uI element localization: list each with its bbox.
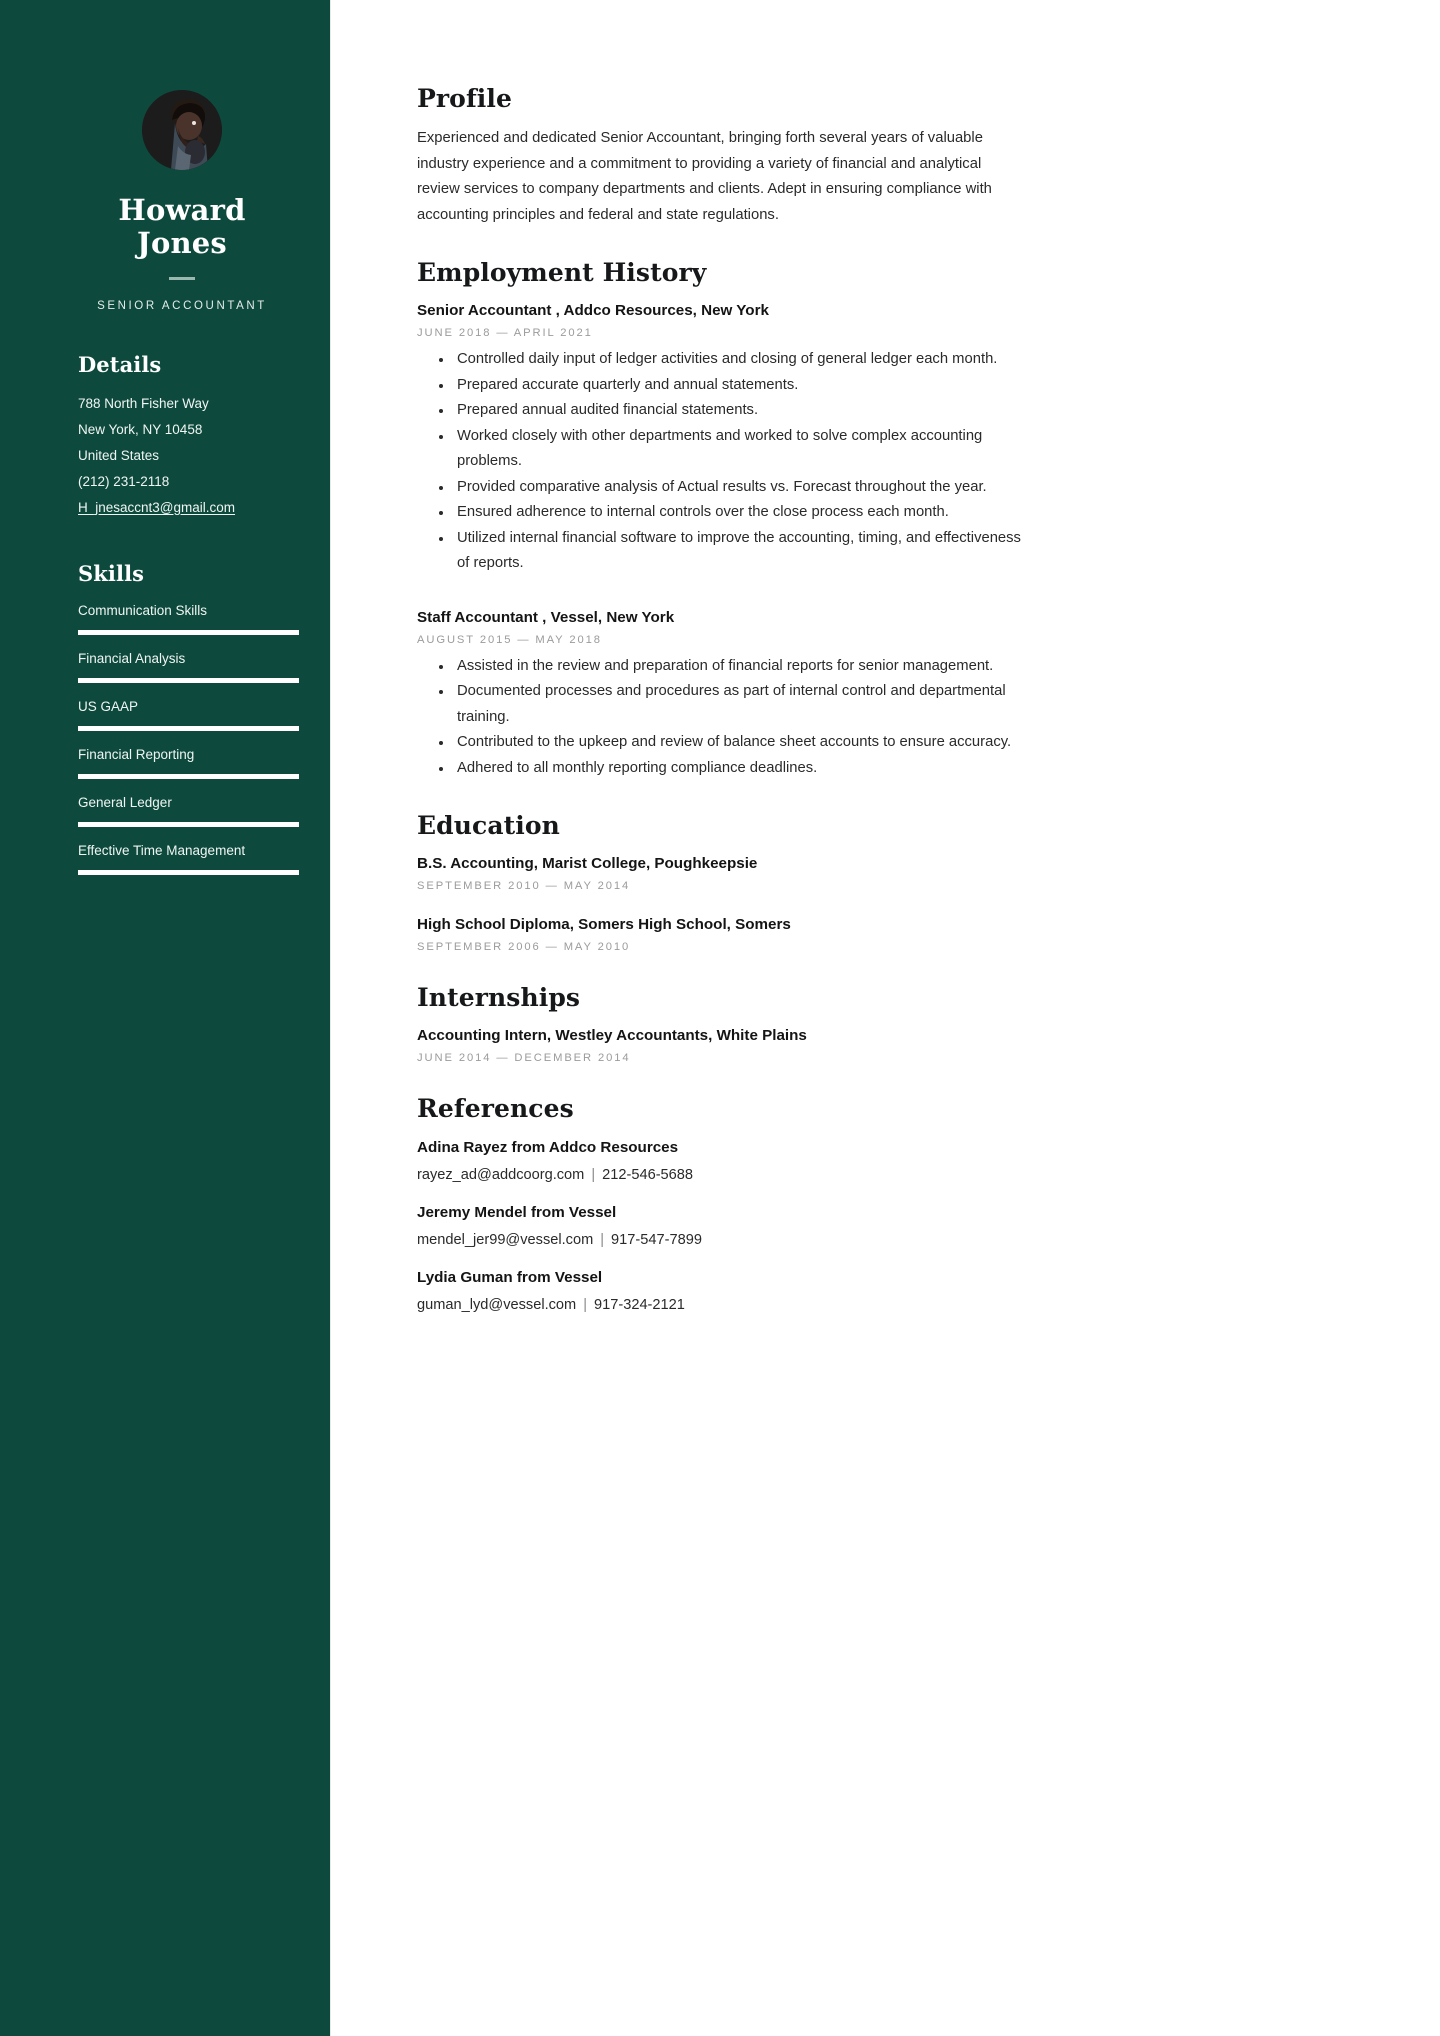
bullet-item: Documented processes and procedures as part of internal control and departmental training. — [417, 679, 1025, 730]
references-section — [417, 1094, 1380, 1317]
profile-role: SENIOR ACCOUNTANT — [97, 299, 267, 312]
internships-heading: Internships — [417, 983, 581, 1012]
reference-phone: 917-324-2121 — [594, 1297, 685, 1313]
skill-label: Financial Reporting — [78, 746, 195, 762]
detail-address-street: 788 North Fisher Way — [78, 395, 209, 411]
reference-separator: | — [583, 1297, 587, 1313]
skill-item — [78, 696, 286, 731]
skill-bar-fill — [78, 774, 299, 779]
skill-bar-track — [78, 870, 299, 875]
entry-title: Senior Accountant , Addco Resources, New York — [417, 302, 769, 319]
details-heading: Details — [78, 351, 162, 377]
entry-date: JUNE 2018 — APRIL 2021 — [417, 327, 593, 339]
name-divider — [169, 277, 195, 280]
skill-label: Communication Skills — [78, 602, 208, 618]
reference-entry — [417, 1266, 1380, 1317]
skill-label: Financial Analysis — [78, 650, 186, 666]
skill-item — [78, 648, 286, 683]
education-entry — [417, 853, 1380, 892]
skills-list — [78, 600, 286, 875]
reference-entry — [417, 1136, 1380, 1187]
internships-section — [417, 983, 1380, 1064]
skill-label: Effective Time Management — [78, 842, 246, 858]
reference-separator: | — [600, 1232, 605, 1248]
references-heading: References — [417, 1094, 574, 1123]
bullet-item: Worked closely with other departments and worked to solve complex accounting problems. — [417, 424, 1025, 475]
skill-bar-fill — [78, 822, 299, 827]
reference-contact — [417, 1228, 1380, 1252]
entry-date: SEPTEMBER 2006 — MAY 2010 — [417, 941, 631, 953]
reference-name: Lydia Guman from Vessel — [417, 1269, 603, 1286]
employment-section — [417, 258, 1380, 781]
profile-name: Howard Jones — [118, 193, 246, 261]
reference-phone: 212-546-5688 — [602, 1167, 694, 1183]
entry-title: High School Diploma, Somers High School, Somers — [417, 916, 791, 933]
entry-date: AUGUST 2015 — MAY 2018 — [417, 633, 602, 646]
skill-bar-track — [78, 678, 299, 683]
bullet-item: Contributed to the upkeep and review of balance sheet accounts to ensure accuracy. — [417, 730, 1025, 756]
reference-entry — [417, 1201, 1380, 1252]
employment-entry — [417, 300, 1380, 577]
reference-email[interactable]: guman_lyd@vessel.com — [417, 1297, 577, 1313]
employment-heading: Employment History — [417, 258, 707, 287]
avatar-photo-icon — [142, 90, 222, 170]
skill-bar-fill — [78, 870, 299, 875]
skill-label: General Ledger — [78, 794, 172, 810]
bullet-item: Assisted in the review and preparation of financial reports for senior management. — [417, 654, 1025, 680]
profile-section — [417, 84, 1380, 228]
bullet-item: Utilized internal financial software to improve the accounting, timing, and effectiveness of reports. — [417, 526, 1025, 577]
reference-separator: | — [591, 1167, 596, 1183]
bullet-item: Adhered to all monthly reporting compliance deadlines. — [417, 756, 1025, 782]
entry-date: SEPTEMBER 2010 — MAY 2014 — [417, 880, 631, 892]
skill-item — [78, 792, 286, 827]
education-heading: Education — [417, 811, 560, 840]
bullet-item: Provided comparative analysis of Actual results vs. Forecast throughout the year. — [417, 475, 1025, 501]
entry-title: Accounting Intern, Westley Accountants, White Plains — [417, 1027, 807, 1044]
detail-phone: (212) 231-2118 — [78, 473, 170, 489]
skill-label: US GAAP — [78, 698, 139, 714]
skill-item — [78, 840, 286, 875]
sidebar — [0, 0, 330, 2036]
entry-date: JUNE 2014 — DECEMBER 2014 — [417, 1052, 631, 1064]
reference-name: Jeremy Mendel from Vessel — [417, 1204, 617, 1221]
education-entry — [417, 914, 1380, 953]
entry-bullets — [417, 654, 1025, 782]
reference-email[interactable]: rayez_ad@addcoorg.com — [417, 1167, 585, 1183]
reference-phone: 917-547-7899 — [611, 1232, 702, 1248]
skill-bar-fill — [78, 678, 299, 683]
skill-bar-track — [78, 630, 299, 635]
avatar — [142, 90, 222, 170]
entry-bullets — [417, 347, 1025, 577]
education-section — [417, 811, 1380, 953]
bullet-item: Prepared annual audited financial statements. — [417, 398, 1025, 424]
reference-name: Adina Rayez from Addco Resources — [417, 1139, 679, 1156]
bullet-item: Controlled daily input of ledger activities and closing of general ledger each month. — [417, 347, 1025, 373]
bullet-item: Ensured adherence to internal controls over the close process each month. — [417, 500, 1025, 526]
reference-contact — [417, 1163, 1380, 1187]
skill-item — [78, 744, 286, 779]
skill-bar-fill — [78, 630, 299, 635]
profile-text: Experienced and dedicated Senior Accountant, bringing forth several years of valuable industry experience and a commitment to providing a variety of financial and analytical review services to company departments and clients. Adept in ensuring compliance with accounting principles and federal and state regulations. — [417, 130, 992, 223]
profile-heading: Profile — [417, 84, 512, 113]
reference-email[interactable]: mendel_jer99@vessel.com — [417, 1232, 594, 1248]
skill-bar-track — [78, 774, 299, 779]
detail-address-country: United States — [78, 447, 160, 463]
reference-contact — [417, 1293, 1380, 1317]
entry-title: Staff Accountant , Vessel, New York — [417, 608, 675, 626]
employment-entry — [417, 607, 1380, 782]
skills-heading: Skills — [78, 560, 145, 586]
details-section — [78, 352, 286, 521]
skill-bar-fill — [78, 726, 299, 731]
bullet-item: Prepared accurate quarterly and annual statements. — [417, 373, 1025, 399]
skill-item — [78, 600, 286, 635]
internship-entry — [417, 1025, 1380, 1064]
detail-email-link[interactable]: H_jnesaccnt3@gmail.com — [78, 499, 236, 515]
main-content — [331, 0, 1440, 2036]
skills-section — [78, 561, 286, 875]
detail-address-city: New York, NY 10458 — [78, 421, 203, 437]
skill-bar-track — [78, 726, 299, 731]
entry-title: B.S. Accounting, Marist College, Poughkeepsie — [417, 855, 758, 872]
skill-bar-track — [78, 822, 299, 827]
